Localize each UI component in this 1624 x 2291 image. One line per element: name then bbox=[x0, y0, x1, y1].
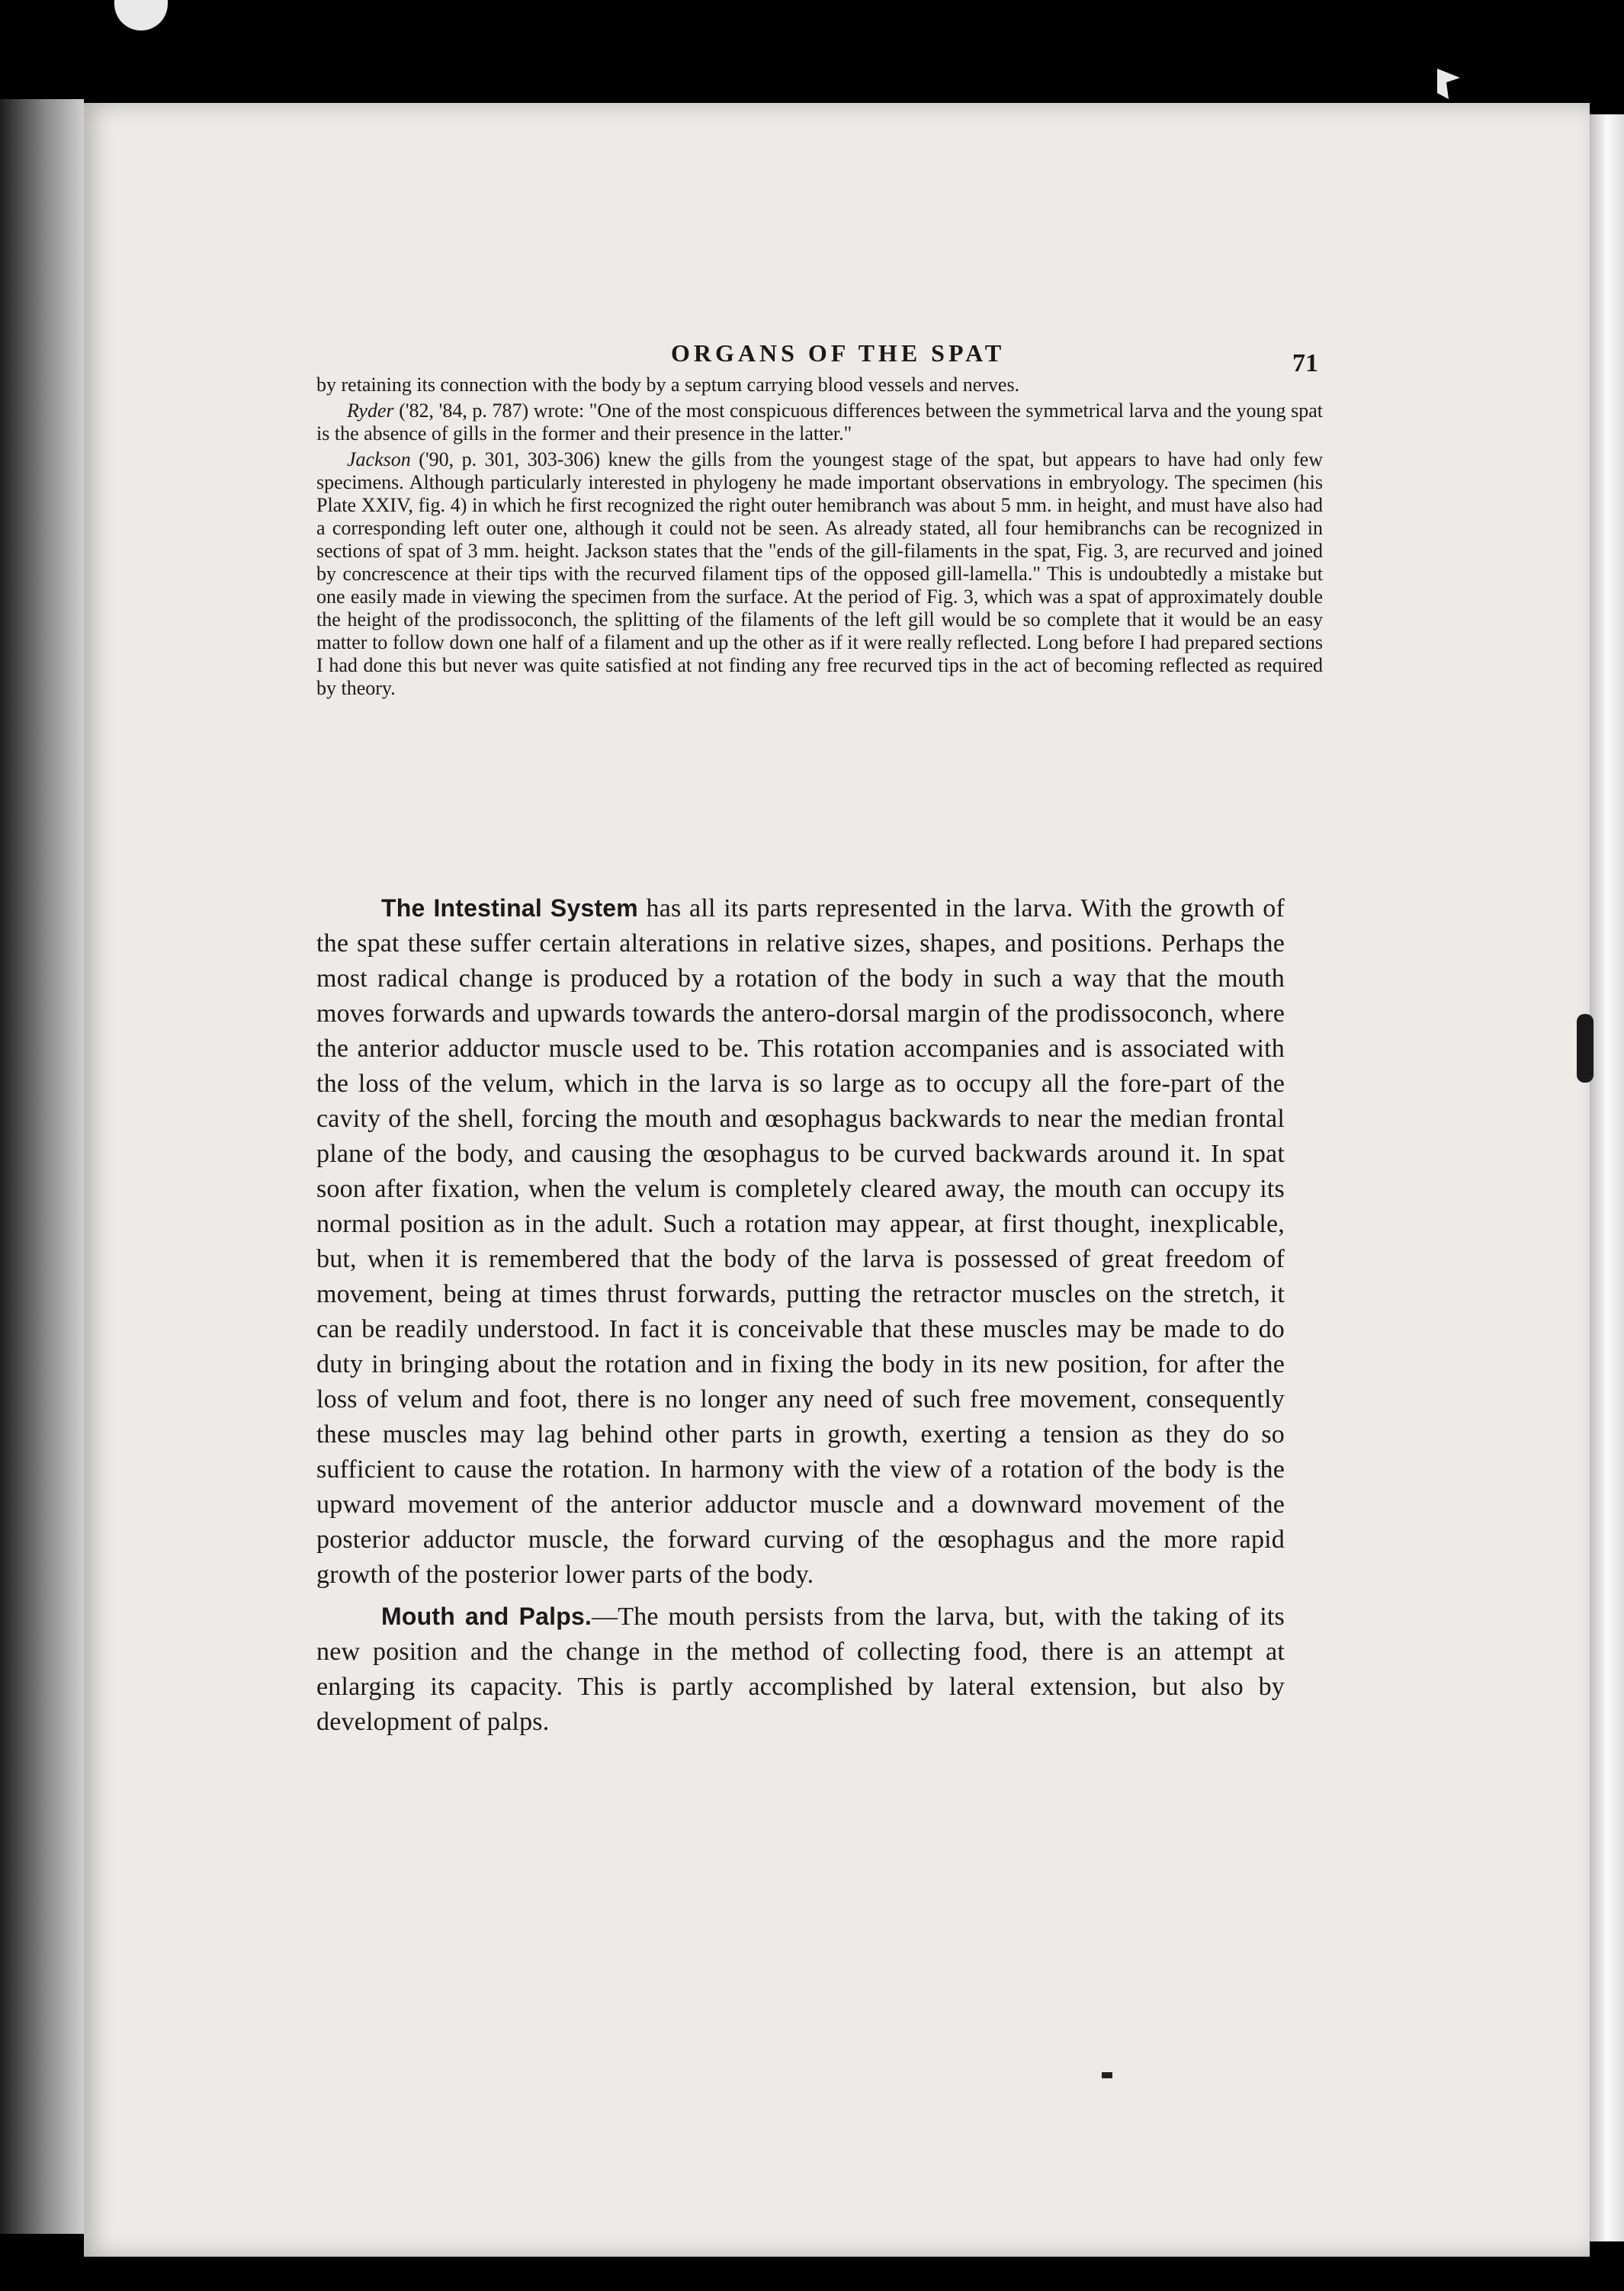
author-jackson: Jackson bbox=[347, 448, 411, 470]
running-title: ORGANS OF THE SPAT bbox=[671, 339, 1006, 367]
scan-artifact-bottom bbox=[1102, 2072, 1112, 2078]
heading-intestinal-system: The Intestinal System bbox=[381, 894, 638, 922]
scan-left-margin bbox=[0, 99, 84, 2234]
page-number: 71 bbox=[1292, 349, 1318, 377]
scan-right-edge bbox=[1590, 114, 1624, 2241]
ryder-quote-text: ('82, '84, p. 787) wrote: "One of the most conspicuous differences between the symmetrical larva and the young spat is the absence of gills in the former and their presence in the latter." bbox=[316, 399, 1323, 444]
jackson-text: ('90, p. 301, 303-306) knew the gills from the youngest stage of the spat, but appears to have had only few specimens. Although particularly interested in phylogeny he made important observations in embryology. The specimen (his Plate XXIV, fig. 4) in which he first recognized the right outer hemibranch was about 5 mm. in height, and must have also had a corresponding left outer one, although it could not be seen. As already stated, all four hemibranchs can be recognized in sections of spat of 3 mm. height. Jackson states that the "ends of the gill-filaments in the spat, Fig. 3, are recurved and joined by concrescence at their tips with the recurved filament tips of the opposed gill-lamella." This is undoubtedly a mistake but one easily made in viewing the specimen from the surface. At the period of Fig. 3, which was a spat of approximately double the height of the prodissoconch, the splitting of the filaments of the left gill would be so complete that it would be an easy matter to follow down one half of a filament and up the other as if it were really reflected. Long before I had prepared sections I had done this but never was quite satisfied at not finding any free recurved tips in the act of becoming reflected as required by theory. bbox=[316, 448, 1323, 699]
paragraph-septum: by retaining its connection with the body by a septum carrying blood vessels and nerves. bbox=[316, 374, 1020, 396]
paragraph-mouth-and-palps bbox=[316, 1599, 1285, 1740]
small-print-block bbox=[316, 374, 1323, 703]
intestinal-system-body: has all its parts represented in the larva. With the growth of the spat these suffer certain alterations in relative sizes, shapes, and positions. Perhaps the most radical change is produced by a rotation of the body in such a way that the mouth moves forwards and upwards towards the antero-dorsal margin of the prodissoconch, where the anterior adductor muscle used to be. This rotation accompanies and is associated with the loss of the velum, which in the larva is so large as to occupy all the fore-part of the cavity of the shell, forcing the mouth and œsophagus backwards to near the median frontal plane of the body, and causing the œsophagus to be curved backwards around it. In spat soon after fixation, when the velum is completely cleared away, the mouth can occupy its normal position as in the adult. Such a rotation may appear, at first thought, inexplicable, but, when it is remembered that the body of the larva is possessed of great freedom of movement, being at times thrust forwards, putting the retractor muscles on the stretch, it can be readily understood. In fact it is conceivable that these muscles may be made to do duty in bringing about the rotation and in fixing the body in its new position, for after the loss of velum and foot, there is no longer any need of such free movement, consequently these muscles may lag behind other parts in growth, exerting a tension as they do so sufficient to cause the rotation. In harmony with the view of a rotation of the body is the upward movement of the anterior adductor muscle and a downward movement of the posterior adductor muscle, the forward curving of the œsophagus and the more rapid growth of the posterior lower parts of the body. bbox=[316, 894, 1285, 1589]
scan-artifact-right-edge bbox=[1577, 1014, 1594, 1083]
paragraph-intestinal-system bbox=[316, 890, 1285, 1593]
heading-mouth-and-palps: Mouth and Palps. bbox=[381, 1603, 592, 1630]
mouth-and-palps-body: —The mouth persists from the larva, but, with the taking of its new position and the change in the method of collecting food, there is an attempt at enlarging its capacity. This is partly accomplished by lateral extension, but also by development of palps. bbox=[316, 1603, 1285, 1736]
scan-artifact-top-right bbox=[1437, 69, 1460, 99]
scan-artifact-top-left bbox=[114, 0, 168, 30]
main-text-block bbox=[316, 890, 1285, 1746]
paragraph-ryder bbox=[316, 399, 1323, 445]
author-ryder: Ryder bbox=[347, 399, 394, 422]
paragraph-jackson bbox=[316, 448, 1323, 700]
